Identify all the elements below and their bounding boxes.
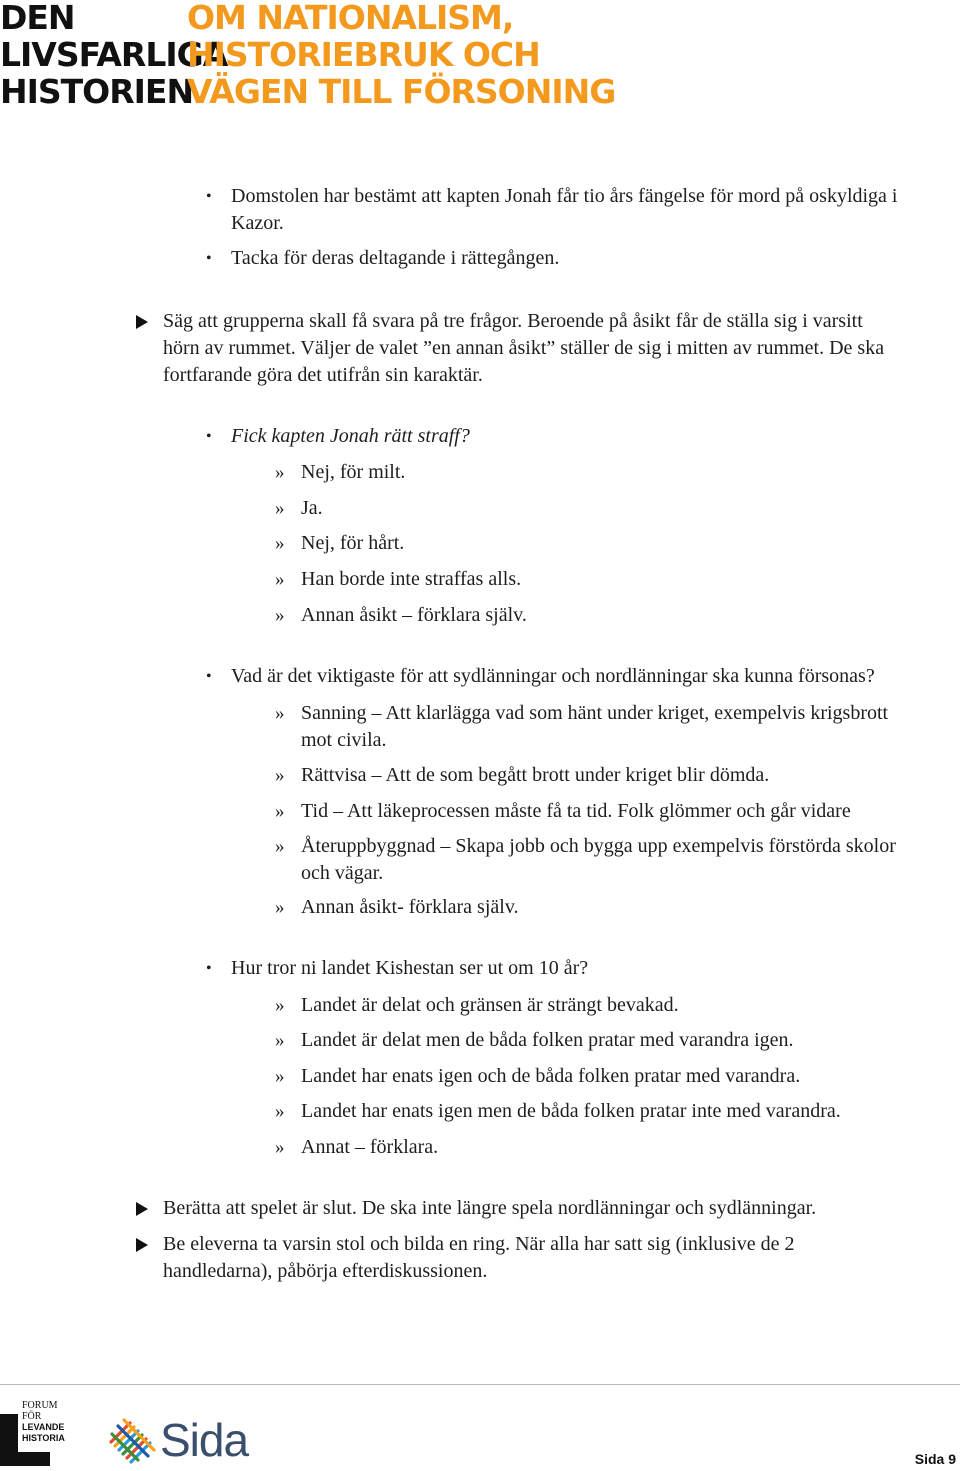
question-3-answer-2: Landet är delat men de båda folken pratar med varandra igen. bbox=[301, 1029, 794, 1051]
question-2-answer-1-line-2: mot civila. bbox=[301, 729, 387, 751]
bullet-icon: • bbox=[206, 960, 212, 977]
header-title-right-3: VÄGEN TILL FÖRSONING bbox=[187, 72, 616, 111]
header-row-3 bbox=[0, 72, 616, 111]
step1-line-1: Säg att grupperna skall få svara på tre frågor. Beroende på åsikt får de ställa sig i varsitt bbox=[163, 310, 863, 332]
triangle-bullet-icon bbox=[136, 1202, 148, 1216]
question-3-answer-1: Landet är delat och gränsen är strängt bevakad. bbox=[301, 994, 679, 1016]
intro-bullet-1-line-1: Domstolen har bestämt att kapten Jonah får tio års fängelse för mord på oskyldiga i bbox=[231, 185, 898, 207]
step1-line-2: hörn av rummet. Väljer de valet ”en annan åsikt” ställer de sig i mitten av rummet. De ska bbox=[163, 337, 885, 359]
forum-logo-base bbox=[0, 1452, 50, 1466]
header-row-2 bbox=[0, 35, 540, 74]
bullet-icon: • bbox=[206, 428, 212, 445]
arrow-bullet-icon: » bbox=[275, 498, 285, 519]
forum-logo-line-4: HISTORIA bbox=[22, 1433, 65, 1443]
forum-logo-line-1: FORUM bbox=[22, 1400, 58, 1411]
triangle-bullet-icon bbox=[136, 315, 148, 329]
arrow-bullet-icon: » bbox=[275, 533, 285, 554]
bullet-icon: • bbox=[206, 250, 212, 267]
question-3-answer-3: Landet har enats igen och de båda folken pratar med varandra. bbox=[301, 1065, 801, 1087]
question-2-answer-1-line-1: Sanning – Att klarlägga vad som hänt under kriget, exempelvis krigsbrott bbox=[301, 702, 889, 724]
step3-line-2: handledarna), påbörja efterdiskussionen. bbox=[163, 1260, 488, 1282]
bullet-icon: • bbox=[206, 188, 212, 205]
question-2-answer-4-line-2: och vägar. bbox=[301, 862, 384, 884]
header-row-1 bbox=[0, 0, 514, 37]
question-1-answer-4: Han borde inte straffas alls. bbox=[301, 568, 522, 590]
arrow-bullet-icon: » bbox=[275, 765, 285, 786]
arrow-bullet-icon: » bbox=[275, 703, 285, 724]
step1-line-3: fortfarande göra det utifrån sin karaktär. bbox=[163, 364, 483, 386]
sida-emblem-icon bbox=[108, 1412, 158, 1468]
question-2-answer-4-line-1: Återuppbyggnad – Skapa jobb och bygga upp exempelvis förstörda skolor bbox=[301, 835, 896, 857]
question-3: Hur tror ni landet Kishestan ser ut om 10 år? bbox=[231, 957, 589, 979]
arrow-bullet-icon: » bbox=[275, 1066, 285, 1087]
step2-line-1: Berätta att spelet är slut. De ska inte längre spela nordlänningar och sydlänningar. bbox=[163, 1197, 817, 1219]
step3-line-1: Be eleverna ta varsin stol och bilda en ring. När alla har satt sig (inklusive de 2 bbox=[163, 1233, 795, 1255]
question-3-answer-5: Annat – förklara. bbox=[301, 1136, 439, 1158]
arrow-bullet-icon: » bbox=[275, 1101, 285, 1122]
page-number: Sida 9 bbox=[914, 1451, 956, 1467]
question-1-answer-2: Ja. bbox=[301, 497, 323, 519]
question-1-answer-3: Nej, för hårt. bbox=[301, 532, 405, 554]
arrow-bullet-icon: » bbox=[275, 836, 285, 857]
arrow-bullet-icon: » bbox=[275, 1137, 285, 1158]
arrow-bullet-icon: » bbox=[275, 1030, 285, 1051]
question-2-answer-5: Annan åsikt- förklara själv. bbox=[301, 896, 519, 918]
sida-logo-text: Sida bbox=[160, 1414, 249, 1466]
header-title-left-2: LIVSFARLIGA bbox=[0, 35, 228, 74]
arrow-bullet-icon: » bbox=[275, 605, 285, 626]
arrow-bullet-icon: » bbox=[275, 897, 285, 918]
question-2-answer-2: Rättvisa – Att de som begått brott under kriget blir dömda. bbox=[301, 764, 770, 786]
arrow-bullet-icon: » bbox=[275, 569, 285, 590]
forum-for-levande-historia-logo bbox=[0, 1398, 70, 1468]
question-3-answer-4: Landet har enats igen men de båda folken pratar inte med varandra. bbox=[301, 1100, 841, 1122]
question-1: Fick kapten Jonah rätt straff? bbox=[231, 425, 470, 447]
question-2: Vad är det viktigaste för att sydlänningar och nordlänningar ska kunna försonas? bbox=[231, 665, 875, 687]
question-1-answer-5: Annan åsikt – förklara själv. bbox=[301, 604, 527, 626]
forum-logo-line-3: LEVANDE bbox=[22, 1422, 65, 1432]
forum-logo-line-2: FÖR bbox=[22, 1411, 42, 1422]
intro-bullet-1-line-2: Kazor. bbox=[231, 212, 284, 234]
header-title-left-1: DEN bbox=[0, 0, 75, 37]
header-title-right-2: HISTORIEBRUK OCH bbox=[187, 35, 540, 74]
question-1-answer-1: Nej, för milt. bbox=[301, 461, 406, 483]
header-title-left-3: HISTORIEN bbox=[0, 72, 194, 111]
forum-logo-text bbox=[22, 1400, 65, 1444]
intro-bullet-2: Tacka för deras deltagande i rättegången. bbox=[231, 247, 560, 269]
arrow-bullet-icon: » bbox=[275, 995, 285, 1016]
arrow-bullet-icon: » bbox=[275, 462, 285, 483]
footer-divider bbox=[0, 1384, 960, 1385]
triangle-bullet-icon bbox=[136, 1238, 148, 1252]
arrow-bullet-icon: » bbox=[275, 801, 285, 822]
bullet-icon: • bbox=[206, 668, 212, 685]
header-title-right-1: OM NATIONALISM, bbox=[187, 0, 514, 37]
question-2-answer-3: Tid – Att läkeprocessen måste få ta tid. Folk glömmer och går vidare bbox=[301, 800, 851, 822]
